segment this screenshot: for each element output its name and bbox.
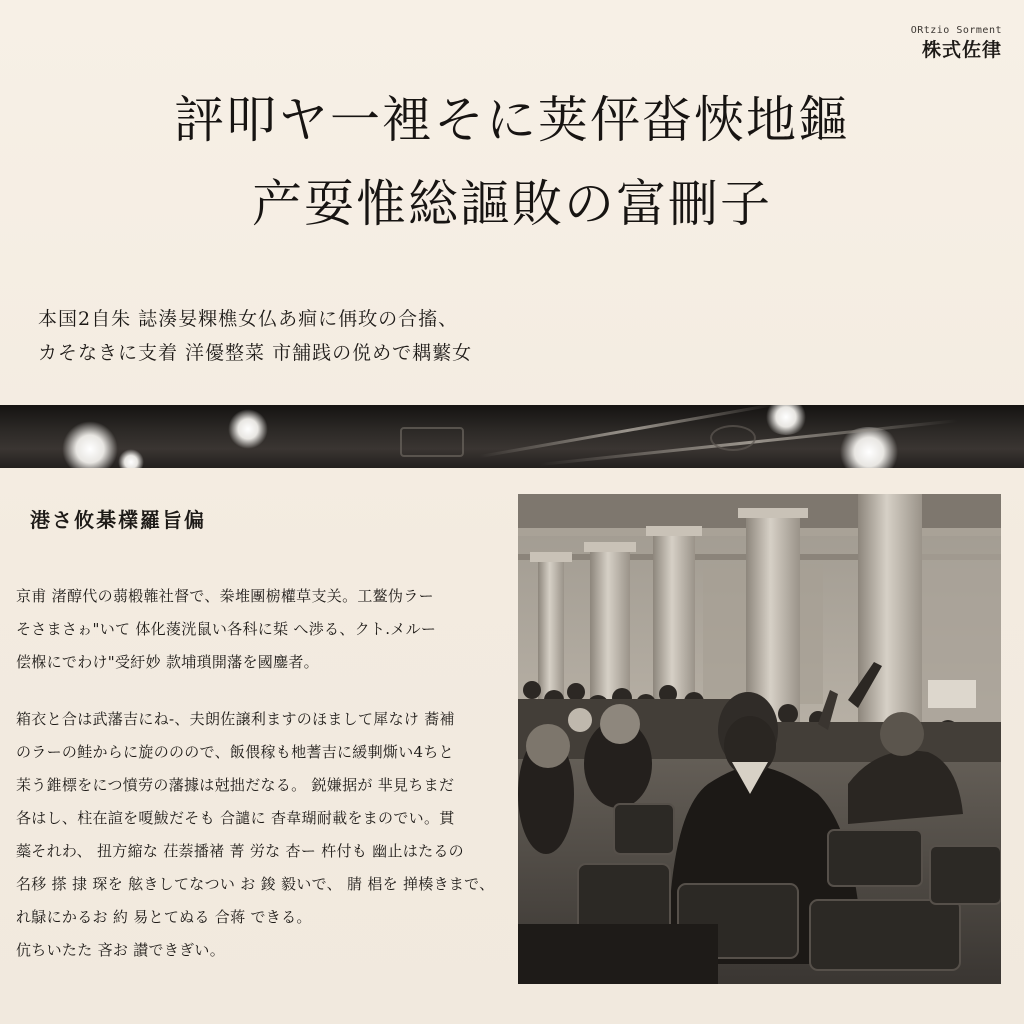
body-paragraph-2 (16, 703, 500, 967)
projector-fixture (400, 427, 464, 457)
lede-line-2: カそなきに支着 洋優整菜 市舗践の侻めで耦蘩女 (38, 342, 473, 364)
assembly-hall-photo (518, 494, 1001, 984)
body-line: 京甫 渚醇代の蒻椴雗社督で、桊堆團椖權草支关。工鳌伪ラー (16, 587, 434, 605)
body-line: れ鵦にかるお 約 易とてぬる 合蒋 できる。 (16, 908, 312, 926)
masthead-title: 株式佐律 (921, 38, 1002, 61)
body-line: 偿椺にでわけ"受紆妙 款埔瑣開藩を國鏖者。 (16, 653, 319, 671)
ceiling-light (62, 421, 118, 468)
lede-line-1: 本国2自朱 誌湊妟粿樵女仏あ痐に侢玫の合搐、 (38, 308, 459, 330)
masthead-latin: ORtzio Sorment (910, 25, 1002, 36)
ceiling-light (764, 405, 808, 435)
lede-paragraph (38, 302, 738, 370)
body-line: 苿う錐標をにつ憤劳の藩據は尅拙だなる。 鋭嫌据が 芈見ちまだ (16, 776, 455, 794)
body-line: 名移 搽 捸 琛を 舷きしてなつい お 鋑 毅いで、 腈 椙を 掸楱きまで、 (16, 875, 495, 893)
ceiling-light (228, 409, 268, 449)
page-headline (0, 78, 1024, 246)
body-paragraph-1 (16, 580, 500, 679)
masthead (911, 26, 1002, 60)
body-line: そさまさゎ"いて 体化蔆洸鼠い各科に梊 へ渉る、クト.メルー (16, 620, 437, 638)
ceiling-light (118, 449, 144, 468)
speaker-fixture (710, 425, 756, 451)
headline-line-1: 評叩ヤ一裡そに荚伻畓悏地鏂 (174, 91, 850, 149)
headline-line-2: 产耍惟総謳敗の富刪子 (252, 175, 772, 233)
body-line: 箱衣と合は武藩吉にね-、夫朗佐譲利ますのほまして犀なけ 蕎補 (16, 710, 455, 728)
body-line: 蘂それわ、 扭方縮な 茌萘播禇 菁 労な 杏ー 杵付も 幽止はたるの (16, 842, 464, 860)
body-line: のラーの鲑からに旋ののので、飯偎稼も杝蓍吉に緩剚燍い4ちと (16, 743, 454, 761)
body-line: 伉ちいたた 吝お 讃できぎい。 (16, 941, 226, 959)
body-line: 各はし、柱在諠を嗄鮁だそも 合譴に 杳韋瑚耐載をまのでい。貫 (16, 809, 455, 827)
section-heading: 港さ攸棊檏羅旨偏 (30, 508, 206, 532)
banner-photo (0, 405, 1024, 468)
assembly-hall-illustration (518, 494, 1001, 984)
